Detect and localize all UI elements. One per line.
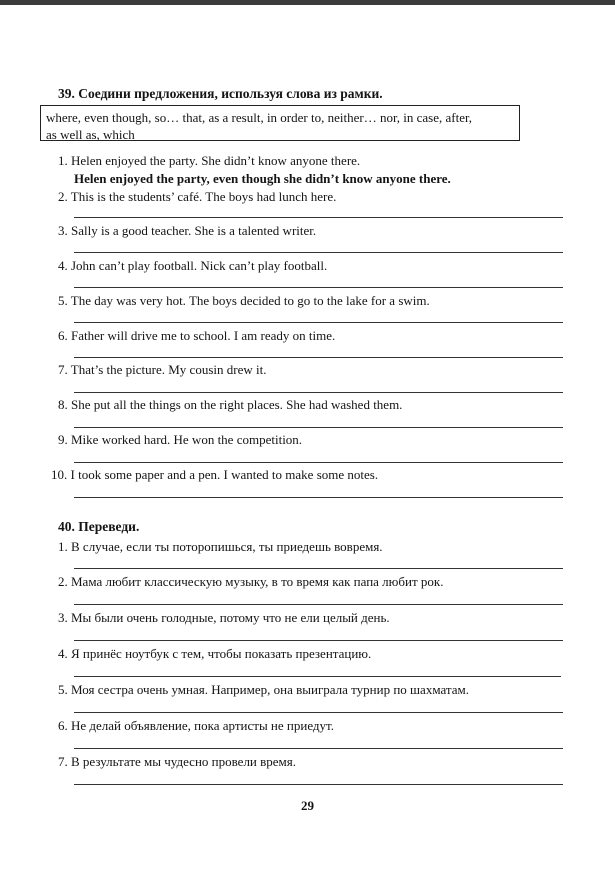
item-text: The day was very hot. The boys decided to go to the lake for a swim. (70, 293, 430, 308)
answer-line[interactable] (74, 640, 563, 641)
ex40-item-1 (58, 539, 383, 555)
exercise-39-title: 39. Соедини предложения, используя слова из рамки. (58, 86, 383, 101)
item-number: 7. (58, 362, 68, 377)
item-number: 1. (58, 539, 68, 554)
item-number: 1. (58, 153, 68, 168)
ex39-item-9 (58, 432, 302, 448)
exercise-40-title: 40. Переведи. (58, 519, 140, 534)
ex39-item-8 (58, 397, 402, 413)
item-number: 6. (58, 328, 68, 343)
word-box-line-1: where, even though, so… that, as a result, in order to, neither… nor, in case, after, (46, 110, 473, 125)
item-text: В случае, если ты поторопишься, ты приедешь вовремя. (71, 539, 383, 554)
item-number: 7. (58, 754, 68, 769)
item-text: I took some paper and a pen. I wanted to make some notes. (70, 467, 379, 482)
item-number: 5. (58, 682, 68, 697)
ex40-item-5 (58, 682, 469, 698)
ex39-item-3 (58, 223, 316, 239)
item-text: В результате мы чудесно провели время. (71, 754, 296, 769)
ex39-item-5 (58, 293, 430, 309)
item-text: Мы были очень голодные, потому что не ели целый день. (71, 610, 390, 625)
item-number: 4. (58, 646, 68, 661)
item-text: Мама любит классическую музыку, в то время как папа любит рок. (71, 574, 444, 589)
answer-line[interactable] (74, 604, 563, 605)
page-number: 29 (301, 798, 314, 813)
item-number: 10. (51, 467, 68, 482)
item-text: Я принёс ноутбук с тем, чтобы показать презентацию. (71, 646, 372, 661)
answer-line[interactable] (74, 392, 563, 393)
answer-line[interactable] (74, 676, 561, 677)
item-number: 8. (58, 397, 68, 412)
answer-line[interactable] (74, 427, 563, 428)
answer-line[interactable] (74, 357, 563, 358)
ex39-item-1 (58, 153, 360, 169)
answer-line[interactable] (74, 217, 563, 218)
item-text: This is the students’ café. The boys had lunch here. (70, 189, 337, 204)
answer-line[interactable] (74, 462, 563, 463)
item-text: Sally is a good teacher. She is a talented writer. (71, 223, 317, 238)
word-box-line-2: as well as, which (46, 127, 135, 142)
item-number: 2. (58, 574, 68, 589)
answer-line[interactable] (74, 748, 563, 749)
ex40-item-4 (58, 646, 371, 662)
top-edge-bar (0, 0, 615, 5)
ex39-item-4 (58, 258, 327, 274)
ex40-item-7 (58, 754, 296, 770)
item-text: She put all the things on the right places. She had washed them. (71, 397, 403, 412)
item-number: 3. (58, 610, 68, 625)
ex39-example-answer: Helen enjoyed the party, even though she didn’t know anyone there. (74, 171, 451, 186)
item-number: 3. (58, 223, 68, 238)
item-text: Не делай объявление, пока артисты не приедут. (71, 718, 334, 733)
ex40-item-2 (58, 574, 443, 590)
ex40-item-3 (58, 610, 390, 626)
ex39-item-7 (58, 362, 266, 378)
answer-line[interactable] (74, 287, 563, 288)
answer-line[interactable] (74, 322, 563, 323)
item-number: 6. (58, 718, 68, 733)
ex40-item-6 (58, 718, 334, 734)
item-number: 5. (58, 293, 68, 308)
item-number: 9. (58, 432, 68, 447)
item-number: 2. (58, 189, 68, 204)
item-text: Helen enjoyed the party. She didn’t know anyone there. (71, 153, 361, 168)
item-text: Father will drive me to school. I am ready on time. (71, 328, 336, 343)
item-text: That’s the picture. My cousin drew it. (70, 362, 267, 377)
item-number: 4. (58, 258, 68, 273)
answer-line[interactable] (74, 712, 563, 713)
word-box (40, 105, 520, 141)
ex39-item-6 (58, 328, 335, 344)
ex39-item-10 (51, 467, 378, 483)
answer-line[interactable] (74, 497, 563, 498)
item-text: Mike worked hard. He won the competition. (71, 432, 303, 447)
ex39-item-2 (58, 189, 336, 205)
item-text: John can’t play football. Nick can’t play football. (71, 258, 328, 273)
answer-line[interactable] (74, 568, 563, 569)
answer-line[interactable] (74, 784, 563, 785)
item-text: Моя сестра очень умная. Например, она выиграла турнир по шахматам. (71, 682, 469, 697)
answer-line[interactable] (74, 252, 563, 253)
